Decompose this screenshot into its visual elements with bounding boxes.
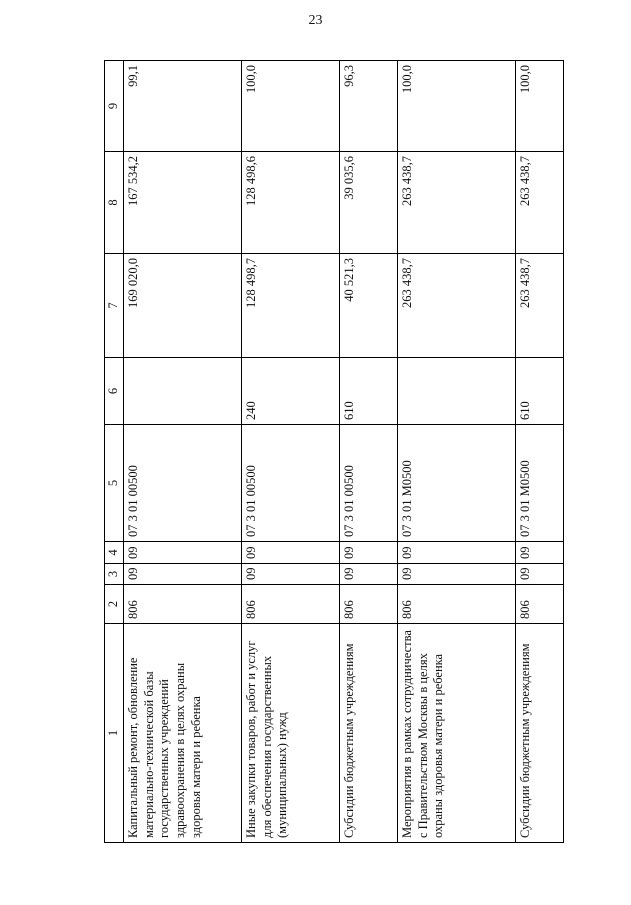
cell-c2: 806: [398, 585, 516, 624]
column-header: 3: [105, 564, 124, 585]
cell-c9: 100,0: [242, 61, 340, 152]
cell-c7: 128 498,7: [242, 254, 340, 358]
cell-c2: 806: [242, 585, 340, 624]
cell-c7: 169 020,0: [124, 254, 242, 358]
cell-c3: 09: [516, 564, 564, 585]
cell-c6: [398, 358, 516, 425]
row-name: Субсидии бюджетным учреждениям: [516, 624, 564, 843]
header-row: [105, 61, 124, 843]
cell-c2: 806: [516, 585, 564, 624]
cell-c8: 167 534,2: [124, 152, 242, 254]
cell-c5: 07 3 01 00500: [340, 425, 398, 542]
row-name: Мероприятия в рамках сотрудничества с Правительством Москвы в целях охраны здоровья матери и ребенка: [398, 624, 516, 843]
cell-c6: 240: [242, 358, 340, 425]
column-header: 8: [105, 152, 124, 254]
row-name: Капитальный ремонт, обновление материально-технической базы государственных учреждений здравоохранения в целях охраны здоровья матери и ребенка: [124, 624, 242, 843]
table-row: [124, 61, 242, 843]
column-header: 7: [105, 254, 124, 358]
budget-table-sheet: [104, 61, 560, 843]
cell-c3: 09: [398, 564, 516, 585]
cell-c2: 806: [340, 585, 398, 624]
budget-table: [104, 60, 564, 843]
cell-c6: 610: [340, 358, 398, 425]
cell-c6: 610: [516, 358, 564, 425]
cell-c9: 99,1: [124, 61, 242, 152]
cell-c5: 07 3 01 М0500: [516, 425, 564, 542]
cell-c7: 263 438,7: [398, 254, 516, 358]
cell-c4: 09: [516, 542, 564, 564]
page-number: 23: [308, 13, 323, 28]
cell-c4: 09: [398, 542, 516, 564]
cell-c9: 100,0: [398, 61, 516, 152]
table-row: [242, 61, 340, 843]
cell-c5: 07 3 01 М0500: [398, 425, 516, 542]
cell-c8: 39 035,6: [340, 152, 398, 254]
cell-c5: 07 3 01 00500: [242, 425, 340, 542]
column-header: 1: [105, 624, 124, 843]
table-row: [516, 61, 564, 843]
cell-c8: 263 438,7: [398, 152, 516, 254]
row-name: Иные закупки товаров, работ и услуг для обеспечения государственных (муниципальных) нужд: [242, 624, 340, 843]
cell-c4: 09: [242, 542, 340, 564]
cell-c8: 128 498,6: [242, 152, 340, 254]
cell-c3: 09: [242, 564, 340, 585]
cell-c4: 09: [340, 542, 398, 564]
cell-c4: 09: [124, 542, 242, 564]
cell-c3: 09: [124, 564, 242, 585]
cell-c9: 96,3: [340, 61, 398, 152]
cell-c9: 100,0: [516, 61, 564, 152]
column-header: 6: [105, 358, 124, 425]
column-header: 2: [105, 585, 124, 624]
cell-c3: 09: [340, 564, 398, 585]
column-header: 5: [105, 425, 124, 542]
cell-c8: 263 438,7: [516, 152, 564, 254]
cell-c6: [124, 358, 242, 425]
row-name: Субсидии бюджетным учреждениям: [340, 624, 398, 843]
table-row: [340, 61, 398, 843]
cell-c7: 263 438,7: [516, 254, 564, 358]
column-header: 4: [105, 542, 124, 564]
cell-c7: 40 521,3: [340, 254, 398, 358]
cell-c2: 806: [124, 585, 242, 624]
table-row: [398, 61, 516, 843]
column-header: 9: [105, 61, 124, 152]
cell-c5: 07 3 01 00500: [124, 425, 242, 542]
